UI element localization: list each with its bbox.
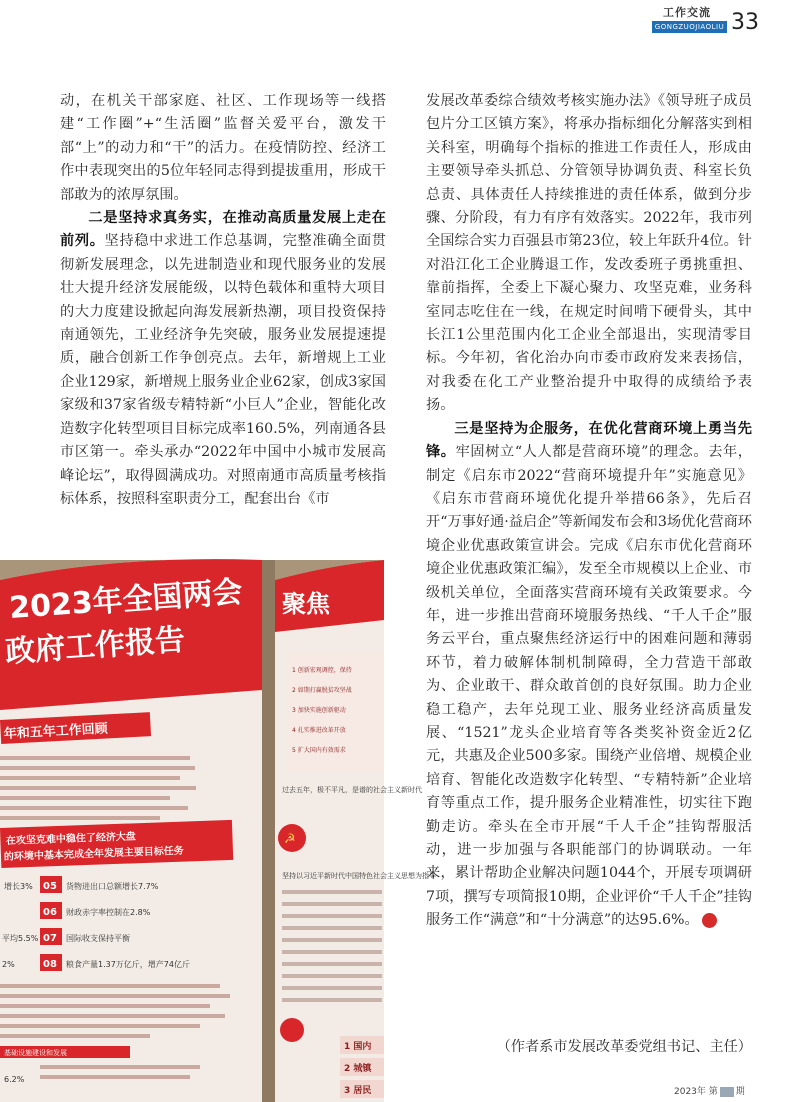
left-p2-body: 坚持稳中求进工作总基调，完整准确全面贯彻新发展理念，以先进制造业和现代服务业的发展壮大提升经济发展能级，以特色载体和重特大项目的大力度建设掀起向海发展新热潮，项目投资保持南通领先，工业经济争先突破，服务业发展提速提质，融合创新工作争创亮点。去年，新增规上工业企业129家，新增规上服务业企业62家，创成3家国家级和37家省级专精特新“小巨人”企业，智能化改造数字化转型项目目标完成率160.5%，列南通各县市区第一。牵头承办“2022年中国中小城市发展高峰论坛”，取得圆满成功。对照南通市高质量考核指标体系，按照科室职责分工，配套出台《市 bbox=[60, 233, 386, 507]
item-text-3: 国际收支保持平衡 bbox=[66, 934, 130, 943]
right-p2-body: 牢固树立“人人都是营商环境”的理念。去年，制定《启东市2022“营商环境提升年”实施意见》《启东市营商环境优化提升举措66条》，先后召开“万事好通·益启企”等新闻发布会和3场优化营商环境企业优惠政策宣讲会。完成《启东市优化营商环境企业优惠政策汇编》，发至全市规模以上企业、市级机关单位，全面落实营商环境有关政策要求。今年，进一步推出营商环境服务热线、“千人千企”服务云平台，重点聚焦经济运行中的困难问题和薄弱环节，着力破解体制机制障碍，全力营造干部敢为、企业敢干、群众敢首创的良好氛围。助力企业稳工稳产，去年兑现工业、服务业经济高质量发展、“1521”龙头企业培育等各类奖补资金近2亿元，共惠及企业500多家。围绕产业倍增、规模企业培育、智能化改造数字化转型、“专精特新”企业培育等重点工作，提升服务企业精准性，切实往下跑勤走访。牵头在全市开展“千人千企”挂钩帮服活动，进一步加强与各职能部门的协调联动。一年来，累计帮助企业解决问题1044个，开展专项调研7项，撰写专项简报10期，企业评价“千人千企”挂钩服务工作“满意”和“十分满意”的达95.6%。 bbox=[426, 444, 752, 929]
left-snippet-3: 2% bbox=[2, 960, 15, 969]
section-heading: 年和五年工作回顾 bbox=[3, 721, 109, 742]
right-item-3: 3 加快实施创新驱动 bbox=[292, 707, 346, 714]
page-header bbox=[0, 0, 800, 50]
right-paragraph-1: 发展改革委综合绩效考核实施办法》《领导班子成员包片分工区镇方案》，将承办指标细化分解落实到相关科室，明确每个指标的推进工作责任人，形成由主要领导牵头抓总、分管领导协调负责、科室长负总责、具体责任人持续推进的责任体系，做到分步骤、分阶段，有力有序有效落实。2022年，我市列全国综合实力百强县市第23位，较上年跃升4位。针对沿江化工企业腾退工作，发改委班子勇挑重担、靠前指挥，全委上下凝心聚力、攻坚克难，业务科室同志吃住在一线，在规定时间啃下硬骨头，其中长江1公里范围内化工企业全部退出，实现清零目标。今年初，省化治办向市委市政府发来表扬信，对我委在化工产业整治提升中取得的成绩给予表扬。 bbox=[426, 93, 752, 414]
footer-year: 2023年 第 bbox=[674, 1087, 718, 1097]
left-paragraph-1: 动，在机关干部家庭、社区、工作现场等一线搭建“工作圈”+“生活圈”监督关爱平台，激发干部“上”的动力和“干”的活力。在疫情防控、经济工作中表现突出的5位年轻同志得到提拔重用，形成干部敢为的浓厚氛围。 bbox=[60, 93, 386, 203]
right-para-2: 坚持以习近平新时代中国特色社会主义思想为指导 bbox=[282, 872, 436, 880]
end-mark-icon: 启 bbox=[702, 913, 717, 928]
author-note: （作者系市发展改革委党组书记、主任） bbox=[496, 1039, 752, 1055]
item-text-1: 货物进出口总额增长7.7% bbox=[66, 882, 159, 891]
right-item-1: 1 创新宏观调控，保持 bbox=[292, 667, 352, 674]
right-p2-heading: 三是坚持为企服务，在优化营商环境上勇当先锋。 bbox=[426, 420, 752, 461]
left-paragraph-2 bbox=[60, 207, 386, 511]
right-item-5: 5 扩大国内有效需求 bbox=[292, 747, 346, 754]
page-number: 33 bbox=[731, 10, 759, 35]
banner-gap bbox=[262, 560, 275, 1102]
page-footer bbox=[674, 1084, 745, 1097]
left-banner bbox=[0, 559, 262, 1102]
section-pinyin-bar: GONGZUOJIAOLIU bbox=[652, 21, 727, 33]
banner-title-2: 政府工作报告 bbox=[4, 622, 187, 670]
bottom-item-2: 2 城镇 bbox=[344, 1064, 372, 1074]
left-snippet-1: 增长3% bbox=[4, 882, 33, 891]
right-banner-title: 聚焦 bbox=[282, 590, 330, 618]
red-heading-2: 的环境中基本完成全年发展主要目标任务 bbox=[3, 845, 184, 863]
right-para: 过去五年，极不平凡，是谱的社会主义新时代 bbox=[282, 786, 422, 794]
red-heading-1: 在攻坚克难中稳住了经济大盘 bbox=[5, 831, 137, 847]
right-column bbox=[426, 90, 752, 933]
left-column bbox=[60, 90, 386, 511]
right-banner bbox=[275, 560, 436, 1102]
item-num-1: 05 bbox=[43, 881, 57, 892]
left-p2-heading: 二是坚持求真务实，在推动高质量发展上走在前列。 bbox=[60, 210, 386, 250]
item-num-2: 06 bbox=[43, 907, 57, 918]
bottom-item-3: 3 居民 bbox=[344, 1086, 372, 1096]
item-text-4: 粮食产量1.37万亿斤，增产74亿斤 bbox=[66, 960, 190, 969]
footer-issue: 期 bbox=[735, 1087, 745, 1097]
item-num-3: 07 bbox=[43, 933, 57, 944]
bottom-heading: 基础设施建设和发展 bbox=[4, 1049, 67, 1057]
left-snippet-2: 平均5.5% bbox=[2, 934, 39, 943]
svg-text:☭: ☭ bbox=[284, 832, 296, 847]
bottom-item-1: 1 国内 bbox=[344, 1042, 372, 1052]
issue-number-box bbox=[720, 1087, 734, 1097]
section-title: 工作交流 bbox=[663, 6, 711, 19]
item-text-2: 财政赤字率控制在2.8% bbox=[66, 908, 151, 917]
photo-illustration bbox=[0, 560, 436, 1102]
pct-label: 6.2% bbox=[4, 1075, 25, 1084]
item-num-4: 08 bbox=[43, 959, 57, 970]
right-paragraph-2 bbox=[426, 418, 752, 933]
report-photo bbox=[0, 560, 436, 1102]
banner-title-1: 2023年全国两会 bbox=[8, 574, 244, 626]
right-item-4: 4 扎实推进改革开放 bbox=[292, 727, 346, 734]
party-emblem-icon-2 bbox=[280, 1018, 304, 1042]
right-item-2: 2 如期打赢脱贫攻坚战 bbox=[292, 687, 352, 694]
